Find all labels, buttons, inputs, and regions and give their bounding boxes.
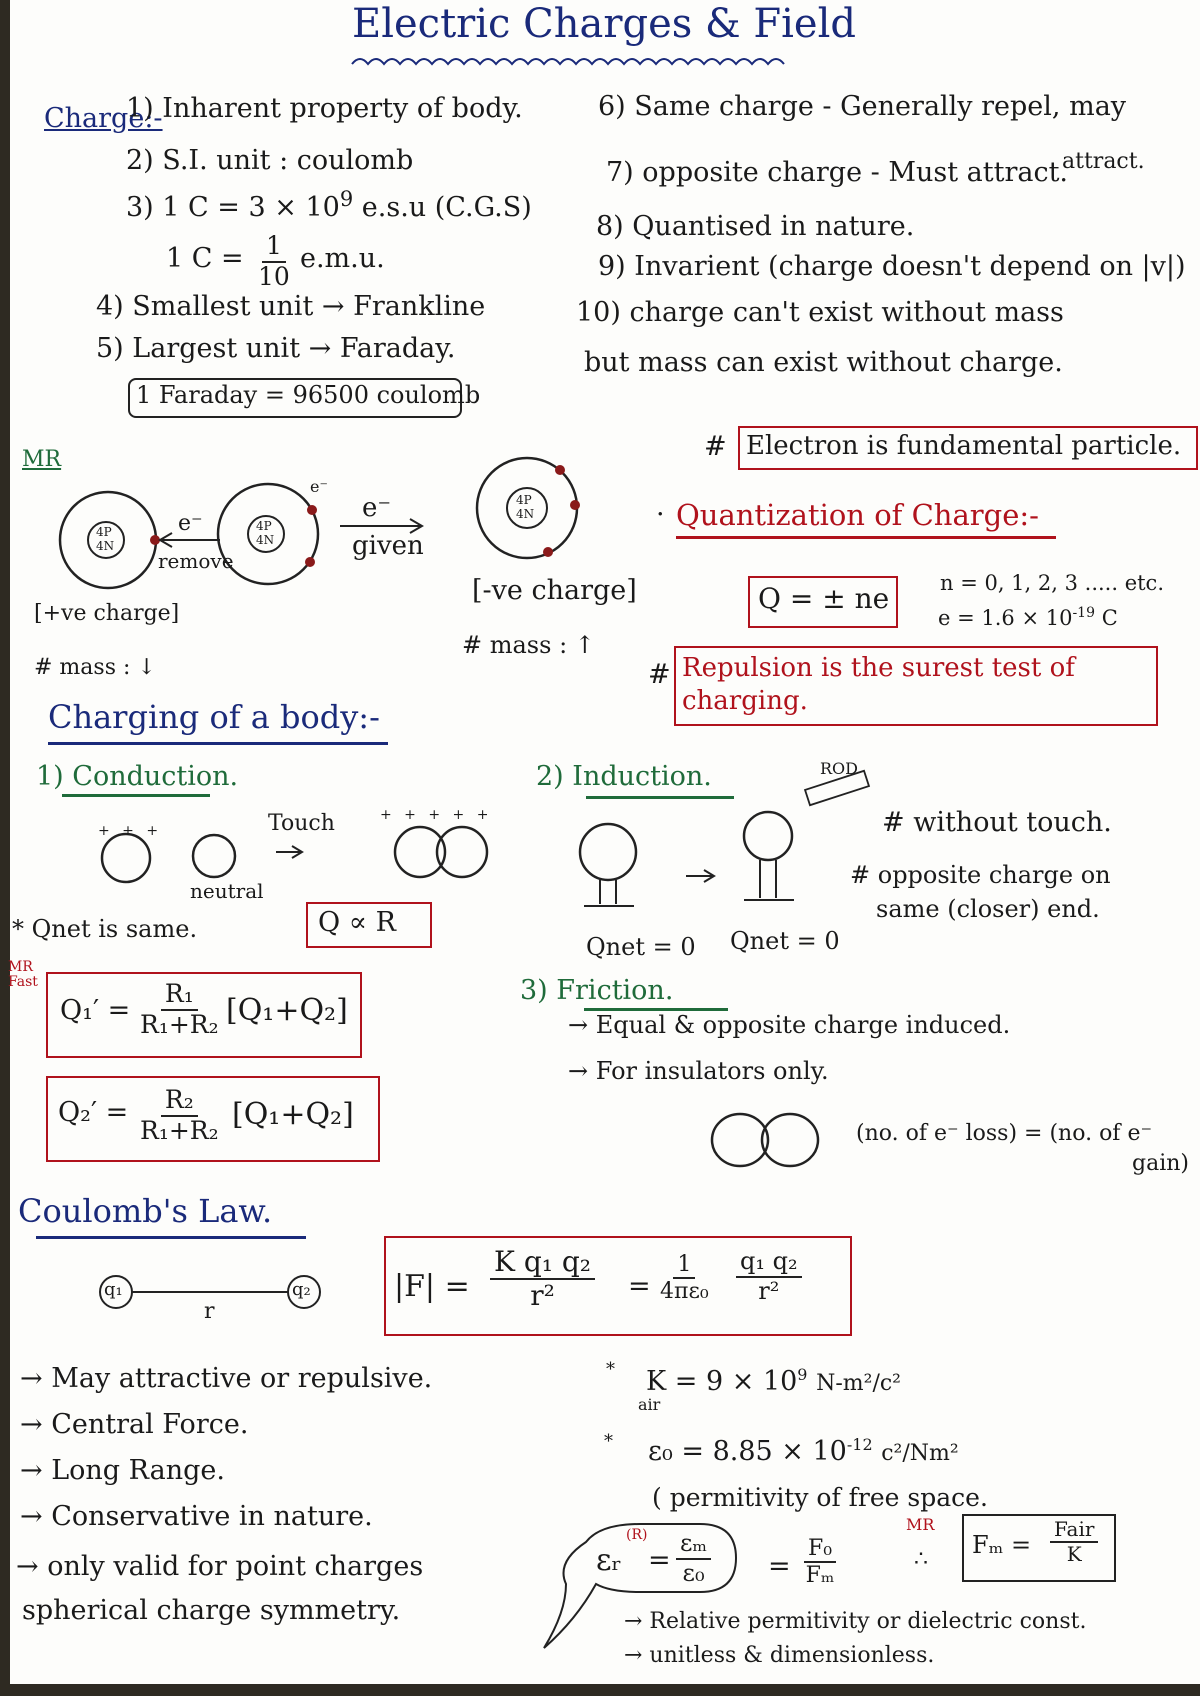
repulsion-note-text: Repulsion is the surest test of charging.: [682, 653, 1075, 716]
charge-point-10: 10) charge can't exist without mass: [576, 297, 1064, 328]
charge-point-5: 5) Largest unit → Faraday.: [96, 333, 456, 364]
coulomb-prop-5: → only valid for point charges: [16, 1551, 424, 1582]
coulomb-frac-2-den: 4πε₀: [660, 1279, 709, 1305]
induction-label: 2) Induction.: [536, 761, 712, 792]
charge-label: Charge:-: [44, 103, 163, 134]
q1-den: R₁+R₂: [140, 1009, 219, 1039]
e-value-exp: -19: [1072, 605, 1095, 621]
qnet-same: * Qnet is same.: [12, 915, 198, 943]
coulomb-frac-2-num: 1: [673, 1252, 695, 1279]
coulomb-heading: Coulomb's Law.: [18, 1192, 273, 1230]
mass-up-label: # mass : ↑: [462, 631, 595, 659]
quantization-n-values: n = 0, 1, 2, 3 ..... etc.: [940, 571, 1164, 595]
q1-lhs: Q₁′ =: [60, 995, 131, 1026]
frac-num: 1: [262, 232, 286, 263]
atom-1-n: 4N: [96, 539, 115, 553]
fm-lhs: Fₘ =: [972, 1531, 1032, 1559]
k-unit: N-m²/c²: [816, 1371, 901, 1396]
remove-label: remove: [158, 549, 234, 573]
q-prop-r: Q ∝ R: [318, 907, 396, 938]
epsilon-r-num: εₘ: [676, 1530, 711, 1560]
coulomb-frac-1-num: K q₁ q₂: [490, 1246, 595, 1280]
conduction-plus-marks: + + +: [98, 823, 163, 839]
epsilon-r-sup: (R): [626, 1527, 648, 1543]
neg-charge-label: [-ve charge]: [472, 575, 637, 606]
touch-label: Touch: [268, 811, 335, 836]
eps0-value: ε₀ = 8.85 × 10: [648, 1436, 847, 1467]
coulomb-prop-3: → Long Range.: [20, 1455, 225, 1486]
quantization-bullet: ·: [656, 499, 665, 530]
atom-2-p: 4P: [256, 519, 272, 533]
coulomb-prop-4: → Conservative in nature.: [20, 1501, 373, 1532]
charge-point-3b-tail: e.m.u.: [300, 243, 385, 274]
e-value-unit: C: [1101, 606, 1118, 630]
charge-point-7: 7) opposite charge - Must attract.: [606, 157, 1069, 188]
rod-label: ROD: [820, 759, 858, 778]
q2-lhs: Q₂′ =: [58, 1097, 129, 1128]
pos-charge-label: [+ve charge]: [34, 601, 180, 626]
coulomb-f-lhs: |F| =: [394, 1269, 470, 1304]
permittivity-label: ( permitivity of free space.: [652, 1483, 988, 1512]
k-star: *: [606, 1359, 615, 1380]
coulomb-r: r: [204, 1299, 215, 1324]
eps0-star: *: [604, 1431, 613, 1452]
atom-3-n: 4N: [516, 507, 535, 521]
atom-3-p: 4P: [516, 493, 532, 507]
given-e-label: e⁻: [362, 493, 392, 523]
charge-point-1: 1) Inharent property of body.: [126, 93, 523, 124]
conduction-label: 1) Conduction.: [36, 761, 239, 792]
epsilon-r-den: ε₀: [682, 1558, 705, 1587]
charge-point-6: 6) Same charge - Generally repel, may: [598, 91, 1127, 122]
coulomb-prop-2: → Central Force.: [20, 1409, 249, 1440]
fm-num: Fair: [1050, 1518, 1098, 1543]
faraday-text: 1 Faraday = 96500 coulomb: [136, 381, 481, 409]
charge-point-3b-lhs: 1 C =: [166, 243, 244, 274]
epsilon-r-eq2: =: [768, 1551, 791, 1582]
electron-note: Electron is fundamental particle.: [746, 431, 1182, 461]
epsilon-r-den-2: Fₘ: [805, 1563, 835, 1589]
page-title: Electric Charges & Field: [352, 1, 856, 47]
charge-point-6b: attract.: [1062, 149, 1145, 174]
remove-e-label: e⁻: [178, 511, 203, 536]
charge-point-3-exp: 9: [339, 187, 354, 211]
friction-line-2: → For insulators only.: [568, 1057, 829, 1085]
coulomb-f-eq: =: [628, 1271, 651, 1302]
charge-point-4: 4) Smallest unit → Frankline: [96, 291, 486, 322]
neutral-label: neutral: [190, 879, 264, 903]
atom-2-n: 4N: [256, 533, 275, 547]
fm-den: K: [1066, 1542, 1082, 1566]
opposite-charge: # opposite charge on: [850, 861, 1111, 889]
q2-rhs: [Q₁+Q₂]: [232, 1097, 354, 1132]
mr-mark-2: MR: [906, 1515, 935, 1534]
charge-point-2: 2) S.I. unit : coulomb: [126, 145, 414, 176]
q2-den: R₁+R₂: [140, 1115, 219, 1145]
e-value-text: e = 1.6 × 10: [938, 606, 1073, 630]
relative-permittivity-2: → unitless & dimensionless.: [624, 1643, 935, 1668]
coulomb-frac-1-den: r²: [530, 1279, 555, 1313]
coulomb-frac-3-den: r²: [758, 1276, 780, 1305]
k-sub: air: [638, 1395, 661, 1414]
friction-line-1: → Equal & opposite charge induced.: [568, 1011, 1011, 1039]
frac-den: 10: [258, 261, 290, 291]
k-symbol: K: [646, 1366, 667, 1397]
quantization-formula: Q = ± ne: [758, 582, 890, 615]
eps0-exp: -12: [846, 1435, 873, 1454]
qnet-zero-b: Qnet = 0: [730, 927, 840, 955]
eps0-unit: c²/Nm²: [881, 1441, 959, 1466]
k-exp: 9: [797, 1365, 808, 1384]
same-end: same (closer) end.: [876, 895, 1100, 923]
mr-mark: MR: [22, 447, 62, 472]
charge-point-9: 9) Invarient (charge doesn't depend on |v|): [598, 251, 1186, 282]
charge-point-8: 8) Quantised in nature.: [596, 211, 915, 242]
epsilon-r-num-2: F₀: [804, 1536, 836, 1563]
charge-point-3-text: 3) 1 C = 3 × 10: [126, 192, 340, 223]
electron-note-hash: #: [704, 431, 727, 462]
given-label: given: [352, 531, 424, 561]
epsilon-r-lhs: εᵣ: [596, 1543, 622, 1578]
quantization-heading: Quantization of Charge:-: [676, 498, 1039, 532]
epsilon-r-frac-2: [804, 1536, 836, 1589]
coulomb-frac-3-num: q₁ q₂: [736, 1248, 802, 1278]
friction-label: 3) Friction.: [520, 975, 674, 1006]
epsilon-r-eq: =: [648, 1545, 671, 1576]
friction-line-3b: gain): [1132, 1151, 1189, 1176]
q1-rhs: [Q₁+Q₂]: [226, 993, 348, 1028]
q2-num: R₂: [161, 1086, 198, 1117]
relative-permittivity-1: → Relative permitivity or dielectric const.: [624, 1609, 1087, 1634]
coulomb-prop-6: spherical charge symmetry.: [22, 1595, 401, 1626]
atom-2-electron-label: e⁻: [310, 477, 328, 496]
charge-point-3-tail: e.s.u (C.G.S): [361, 192, 532, 223]
coulomb-q2: q₂: [292, 1279, 311, 1300]
coulomb-prop-1: → May attractive or repulsive.: [20, 1363, 433, 1394]
k-value: = 9 × 10: [674, 1366, 798, 1397]
coulomb-q1: q₁: [104, 1279, 123, 1300]
atom-1-p: 4P: [96, 525, 112, 539]
charge-point-10b: but mass can exist without charge.: [584, 347, 1063, 378]
mr-fast-mark: MR Fast: [8, 959, 38, 991]
without-touch: # without touch.: [882, 807, 1112, 838]
fm-frac: [1050, 1518, 1098, 1566]
q1-num: R₁: [161, 980, 198, 1011]
repulsion-hash: #: [648, 659, 671, 690]
mass-down-label: # mass : ↓: [34, 655, 156, 680]
charging-heading: Charging of a body:-: [48, 698, 380, 736]
therefore-symbol: ∴: [914, 1547, 928, 1572]
epsilon-r-frac: [676, 1530, 711, 1587]
qnet-zero-a: Qnet = 0: [586, 933, 696, 961]
friction-line-3: (no. of e⁻ loss) = (no. of e⁻: [856, 1121, 1153, 1146]
conduction-plus-marks-2: + + + + +: [380, 807, 493, 823]
